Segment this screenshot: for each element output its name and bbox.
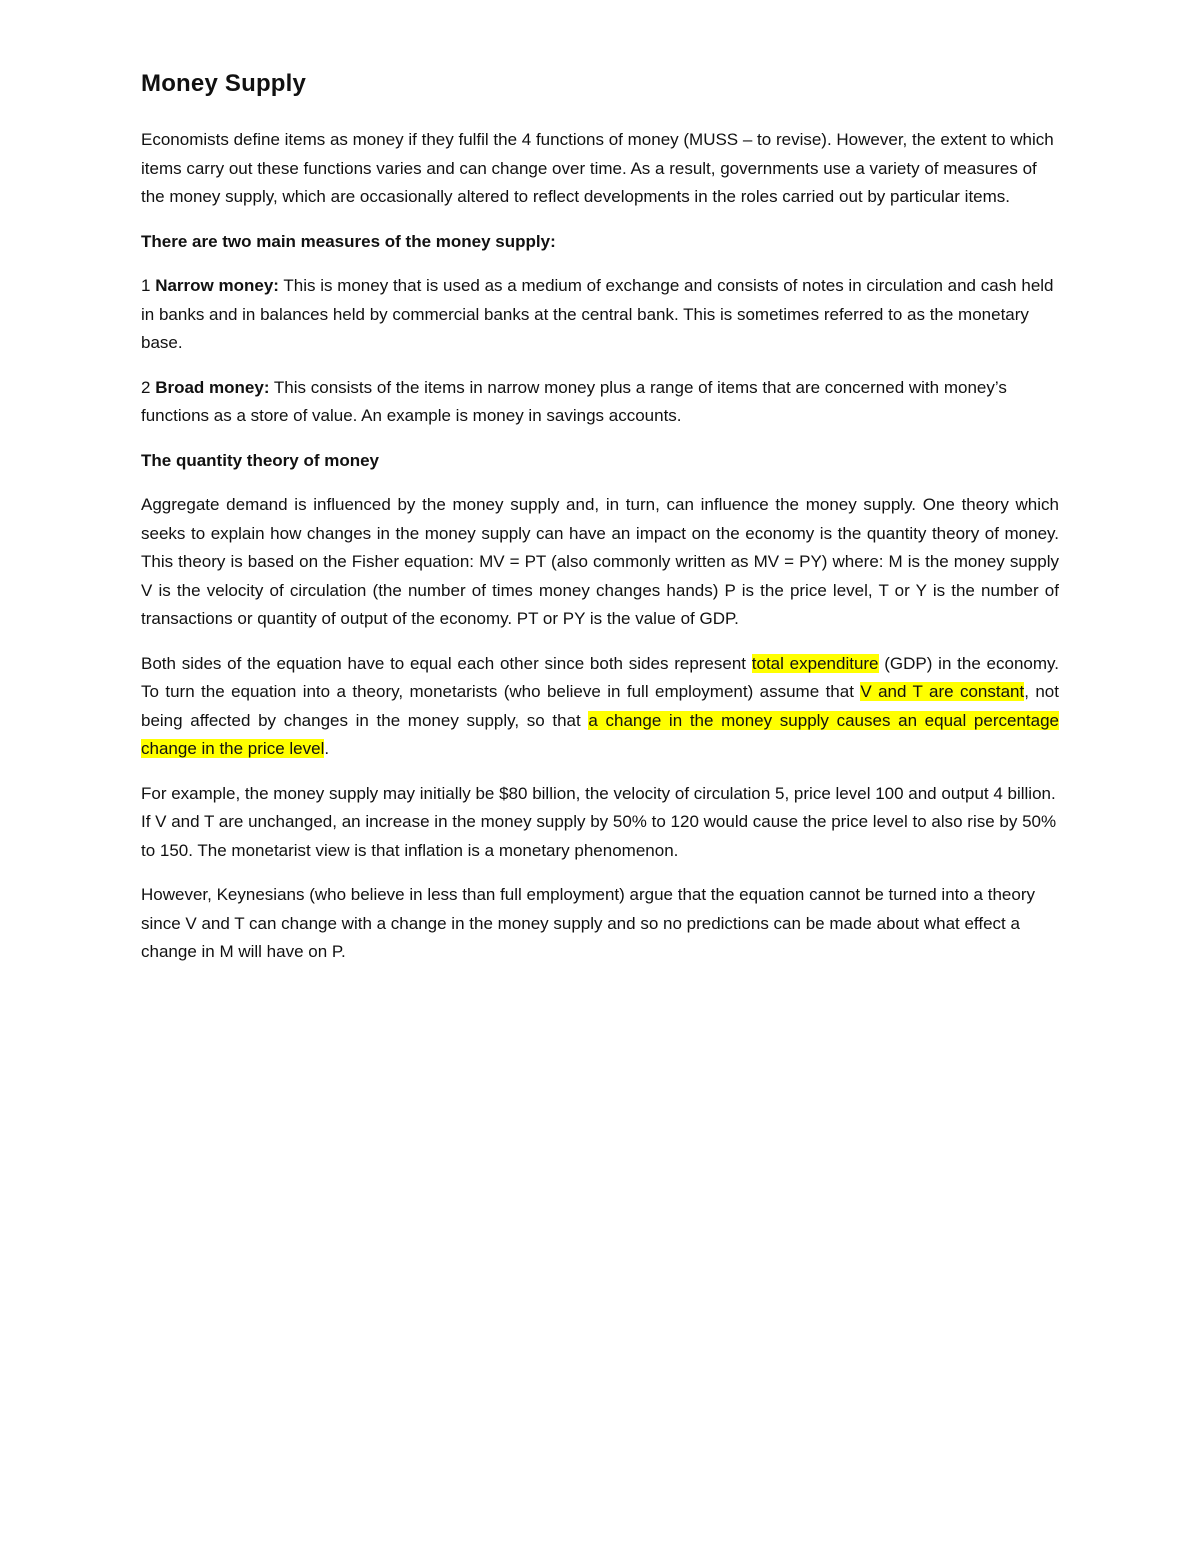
highlight-total-expenditure: total expenditure (751, 653, 879, 673)
highlight-v-and-t-constant: V and T are constant (860, 682, 1025, 701)
narrow-money-label: Narrow money: (155, 276, 279, 295)
intro-paragraph: Economists define items as money if they fulfil the 4 functions of money (MUSS – to revise). However, the extent to which items carry out these functions varies and can change over time. As a result, governments use a variety of measures of the money supply, which are occasionally altered to reflect developments in the roles carried out by particular items. (141, 130, 1054, 206)
broad-money-number: 2 (141, 377, 156, 397)
broad-money-paragraph (141, 374, 1059, 431)
measures-heading: There are two main measures of the money supply: (141, 231, 556, 251)
broad-money-label: Broad money: (155, 377, 270, 397)
quantity-theory-heading: The quantity theory of money (141, 450, 380, 470)
example-paragraph: For example, the money supply may initially be $80 billion, the velocity of circulation 5, price level 100 and output 4 billion. If V and T are unchanged, an increase in the money supply by 50% to 120 would cause the price level to also rise by 50% to 150. The monetarist view is that inflation is a monetary phenomenon. (141, 783, 1057, 860)
equation-text-1: Both sides of the equation have to equal each other since both sides represent (141, 653, 752, 673)
highlight-money-supply-change: a change in the money supply causes an equal percentage change in the price level (141, 710, 1059, 758)
narrow-money-paragraph (141, 272, 1059, 358)
broad-money-text: This consists of the items in narrow money plus a range of items that are concerned with money’s functions as a store of value. An example is money in savings accounts. (141, 377, 1007, 425)
equation-text-3: , not being affected by changes in the money supply, so that (141, 682, 1059, 730)
narrow-money-number: 1 (141, 276, 156, 295)
page-title: Money Supply (141, 70, 307, 97)
equation-paragraph (141, 650, 1059, 764)
quantity-theory-paragraph: Aggregate demand is influenced by the money supply and, in turn, can influence the money supply. One theory which seeks to explain how changes in the money supply can have an impact on the economy is the quantity theory of money. This theory is based on the Fisher equation: MV = PT (also commonly written as MV = PY) where: M is the money supply V is the velocity of circulation (the number of times money changes hands) P is the price level, T or Y is the number of transactions or quantity of output of the economy. PT or PY is the value of GDP. (141, 495, 1059, 628)
keynesian-paragraph: However, Keynesians (who believe in less than full employment) argue that the equation cannot be turned into a theory since V and T can change with a change in the money supply and so no predictions can be made about what effect a change in M will have on P. (141, 885, 1035, 961)
equation-text-4: . (324, 739, 330, 758)
narrow-money-text: This is money that is used as a medium of exchange and consists of notes in circulation and cash held in banks and in balances held by commercial banks at the central bank. This is sometimes referred to as the monetary base. (141, 276, 1054, 352)
document-page (141, 64, 1059, 983)
equation-text-2: (GDP) in the economy. To turn the equation into a theory, monetarists (who believe in full employment) assume that (141, 653, 1059, 701)
